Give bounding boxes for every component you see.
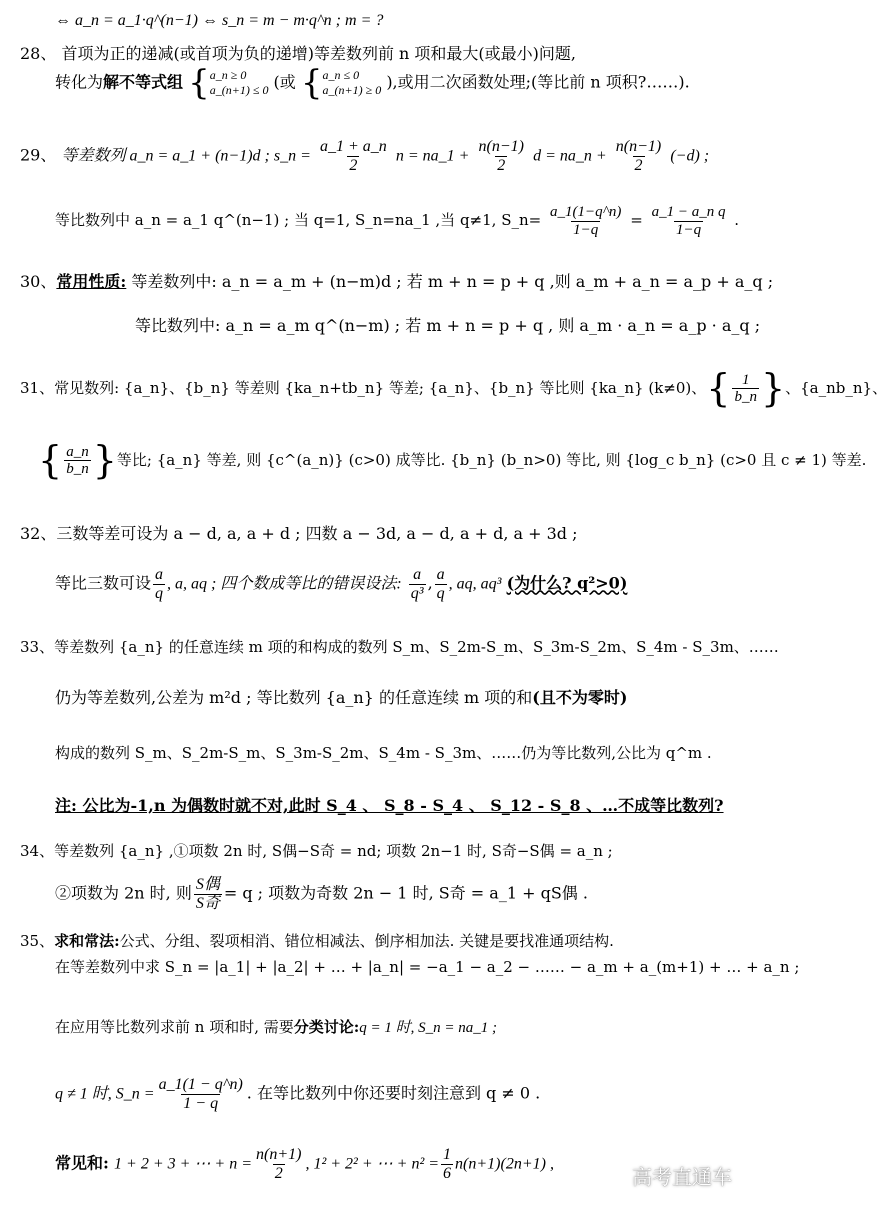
brace-right-2: } [92, 438, 117, 482]
item-35-text-d: 在应用等比数列求前 n 项和时, 需要 [55, 1018, 294, 1036]
item-28-text-b2: 解不等式组 [103, 72, 184, 92]
fraction-31b [64, 444, 91, 478]
item-32-line-1 [20, 524, 780, 543]
item-35-line-4 [55, 1076, 815, 1112]
item-29-text-a: 等差数列 a_n = a_1 + (n−1)d ; s_n = [61, 147, 311, 165]
item-28-number: 28、 [20, 44, 57, 63]
fraction-32a [153, 566, 165, 602]
item-35-text-e: 分类讨论: [293, 1018, 360, 1036]
item-29-text-c: d = na_n + [533, 147, 607, 165]
item-30-number: 30、 [20, 272, 57, 291]
item-28-text-b4: ),或用二次函数处理;(等比前 n 项积?……). [386, 72, 690, 92]
fraction-29d-den: 1−q [573, 221, 599, 238]
fraction-29c-den: 2 [634, 156, 643, 174]
watermark: 高考直通车 [632, 1165, 732, 1189]
item-34-text-c: = q ; 项数为奇数 2n − 1 时, S奇 = a_1 + qS偶 . [223, 883, 588, 903]
item-29-line-1 [20, 138, 780, 174]
brace-left-2: { [38, 438, 63, 482]
item-29-line-2 [55, 204, 815, 238]
formula-line-0 [55, 10, 815, 30]
inequality-system-2: { a_n ≤ 0 a_(n+1) ≥ 0 [300, 63, 382, 103]
item-34-number: 34、 [20, 842, 55, 860]
item-33-line-1 [20, 638, 780, 656]
item-28-text-b3: (或 [273, 72, 296, 92]
item-33-number: 33、 [20, 638, 55, 656]
item-32-number: 32、 [20, 524, 57, 543]
item-34-text-a: 等差数列 {a_n} ,①项数 2n 时, S偶−S奇 = nd; 项数 2n−1 时, S奇−S偶 = a_n ; [54, 842, 613, 860]
fraction-29e [650, 204, 728, 238]
brace-left-1: { [706, 366, 731, 410]
item-35-text-c: 在等差数列中求 S_n = |a_1| + |a_2| + … + |a_n| = −a_1 − a_2 − …… − a_m + a_(m+1) + … + a_n ; [55, 958, 800, 976]
item-30-line-1 [20, 272, 780, 291]
item-33-line-2 [55, 688, 815, 707]
item-35-line-2 [55, 958, 815, 976]
item-35-text-g: q ≠ 1 时, S_n = [55, 1085, 155, 1103]
fraction-34 [194, 876, 222, 912]
item-31-number: 31、 [20, 378, 55, 397]
fraction-31a [732, 372, 759, 406]
item-34-line-2 [55, 876, 815, 912]
geometric-sum-relation: ⇔ a_n = a_1·q^(n−1) ⇔ s_n = m − m·q^n ; m = ? [55, 12, 384, 29]
fraction-29a [318, 138, 389, 174]
fraction-36a-num: n(n+1) [256, 1146, 302, 1163]
item-32-text-c: , a, aq ; 四个数成等比的错误设法: [167, 575, 402, 593]
item-32-text-a: 三数等差可设为 a − d, a, a + d ; 四数 a − 3d, a − d, a + d, a + 3d ; [56, 524, 578, 543]
item-33-note [55, 796, 815, 815]
fraction-32a-num: a [155, 566, 164, 583]
system-2-row-2: a_(n+1) ≥ 0 [322, 83, 382, 97]
fraction-31a-den: b_n [734, 389, 757, 406]
brace-right-1: } [760, 366, 786, 410]
item-30-text-b: 等差数列中: a_n = a_m + (n−m)d ; 若 m + n = p + q ,则 a_m + a_n = a_p + a_q ; [131, 272, 774, 291]
item-29-text-b: n = na_1 + [395, 147, 470, 165]
common-sums-heading: 常见和: [55, 1153, 109, 1173]
item-35-line-3 [55, 1018, 815, 1037]
item-28-line-2 [55, 63, 815, 103]
fraction-31b-den: b_n [66, 461, 89, 478]
fraction-32a-den: q [155, 584, 164, 602]
item-35-text-b: 公式、分组、裂项相消、错位相减法、倒序相加法. 关键是要找准通项结构. [119, 932, 614, 950]
fraction-31a-num: 1 [741, 371, 750, 388]
fraction-31b-num: a_n [66, 443, 89, 460]
fraction-34-den: S奇 [195, 894, 220, 912]
system-2-row-1: a_n ≤ 0 [322, 68, 360, 82]
item-33-line-3 [55, 744, 815, 762]
item-30-line-2 [135, 316, 895, 335]
item-33-text-d: 构成的数列 S_m、S_2m-S_m、S_3m-S_2m、S_4m - S_3m、……仍为等比数列,公比为 q^m . [55, 744, 712, 762]
item-31-text-c: 等比; {a_n} 等差, 则 {c^(a_n)} (c>0) 成等比. {b_n} (b_n>0) 等比, 则 {log_c b_n} (c>0 且 c ≠ 1) 等差. [116, 450, 867, 469]
item-33-text-c: (且不为零时) [532, 688, 628, 707]
fraction-32b [409, 566, 426, 602]
system-1-row-1: a_n ≥ 0 [209, 68, 247, 82]
item-29-text-d: (−d) ; [670, 147, 710, 165]
fraction-29e-num: a_1 − a_n q [651, 204, 726, 220]
fraction-29e-den: 1−q [675, 221, 702, 238]
fraction-29a-den: 2 [349, 156, 358, 174]
fraction-35 [157, 1076, 245, 1112]
fraction-29b-num: n(n−1) [478, 138, 524, 155]
common-sums-text-c: , 1² + 2² + ⋯ + n² = [305, 1155, 440, 1173]
item-31-line-2 [38, 438, 867, 484]
item-30-heading: 常用性质: [56, 272, 127, 291]
item-31-text-b: 、{a_nb_n}、 [785, 378, 888, 397]
item-28-text-b1: 转化为 [55, 72, 104, 92]
item-33-text-e: 注: 公比为-1,n 为偶数时就不对,此时 S_4 、 S_8 - S_4 、 S_12 - S_8 、…不成等比数列? [55, 796, 724, 815]
item-32-text-b: 等比三数可设 [55, 573, 152, 593]
item-29-text-f: = [630, 211, 643, 229]
item-34-text-b: ②项数为 2n 时, 则 [55, 883, 192, 903]
fraction-32b-den: q³ [410, 584, 424, 602]
system-1-row-2: a_(n+1) ≤ 0 [209, 83, 269, 97]
fraction-29c-num: n(n−1) [615, 138, 662, 155]
fraction-29a-num: a_1 + a_n [319, 138, 387, 155]
item-33-text-a: 等差数列 {a_n} 的任意连续 m 项的和构成的数列 S_m、S_2m-S_m、S_3m-S_2m、S_4m - S_3m、…… [54, 638, 779, 656]
item-32-line-2: 等比三数可设 $\frac{a}{q}$ , a, aq ; 四个数成等比的错误设法: $\frac{a}{\text{q³}}$ , $\frac{a}{q}$ , aq, aq³ (为什么? q²>0) [55, 566, 628, 602]
item-29-number: 29、 [20, 145, 57, 165]
item-28-text-a: 首项为正的递减(或首项为负的递增)等差数列前 n 项和最大(或最小)问题, [61, 44, 577, 63]
fraction-36a-den: 2 [274, 1164, 283, 1182]
item-28-line-1 [20, 44, 780, 63]
item-35-heading: 求和常法: [54, 932, 120, 950]
fraction-32c-num: a [436, 566, 445, 583]
item-35-text-h: . 在等比数列中你还要时刻注意到 q ≠ 0 . [246, 1083, 541, 1103]
fraction-35-den: 1 − q [183, 1094, 219, 1112]
item-32-text-d: , aq, aq³ [448, 575, 502, 593]
fraction-35-num: a_1(1 − q^n) [158, 1076, 243, 1093]
item-34-line-1 [20, 842, 780, 860]
fraction-29b-den: 2 [497, 156, 506, 174]
item-35-text-f: q = 1 时, S_n = na_1 ; [359, 1020, 498, 1036]
item-29-text-g: . [734, 211, 740, 229]
fraction-36a [254, 1146, 303, 1182]
fraction-29d [548, 204, 623, 238]
item-35-number: 35、 [20, 932, 55, 950]
fraction-36b-num: 1 [443, 1146, 452, 1163]
item-31-text-a: 常见数列: {a_n}、{b_n} 等差则 {ka_n+tb_n} 等差; {a_n}、{b_n} 等比则 {ka_n} (k≠0)、 [54, 378, 707, 397]
fraction-29c [614, 138, 663, 174]
fraction-32c-den: q [436, 584, 445, 602]
inequality-system-1: { a_n ≥ 0 a_(n+1) ≤ 0 [188, 63, 269, 103]
fraction-32c [435, 566, 447, 602]
fraction-29d-num: a_1(1−q^n) [549, 204, 622, 220]
common-sums-text-d: n(n+1)(2n+1) , [455, 1155, 554, 1173]
item-29-text-e: 等比数列中 a_n = a_1 q^(n−1) ; 当 q=1, S_n=na_1 ,当 q≠1, S_n= [55, 211, 542, 229]
item-35-line-1 [20, 932, 780, 950]
fraction-36b-den: 6 [443, 1164, 452, 1182]
fraction-34-num: S偶 [195, 876, 220, 893]
item-30-text-c: 等比数列中: a_n = a_m q^(n−m) ; 若 m + n = p + q , 则 a_m · a_n = a_p · a_q ; [135, 316, 761, 335]
item-31-line-1 [20, 366, 888, 412]
item-33-text-b: 仍为等差数列,公差为 m²d ; 等比数列 {a_n} 的任意连续 m 项的和 [55, 688, 533, 707]
fraction-36b [441, 1146, 453, 1182]
fraction-29b [477, 138, 526, 174]
fraction-32b-num: a [413, 566, 422, 583]
item-32-text-e: (为什么? q²>0) [506, 573, 628, 593]
common-sums-text-b: 1 + 2 + 3 + ⋯ + n = [114, 1155, 252, 1173]
